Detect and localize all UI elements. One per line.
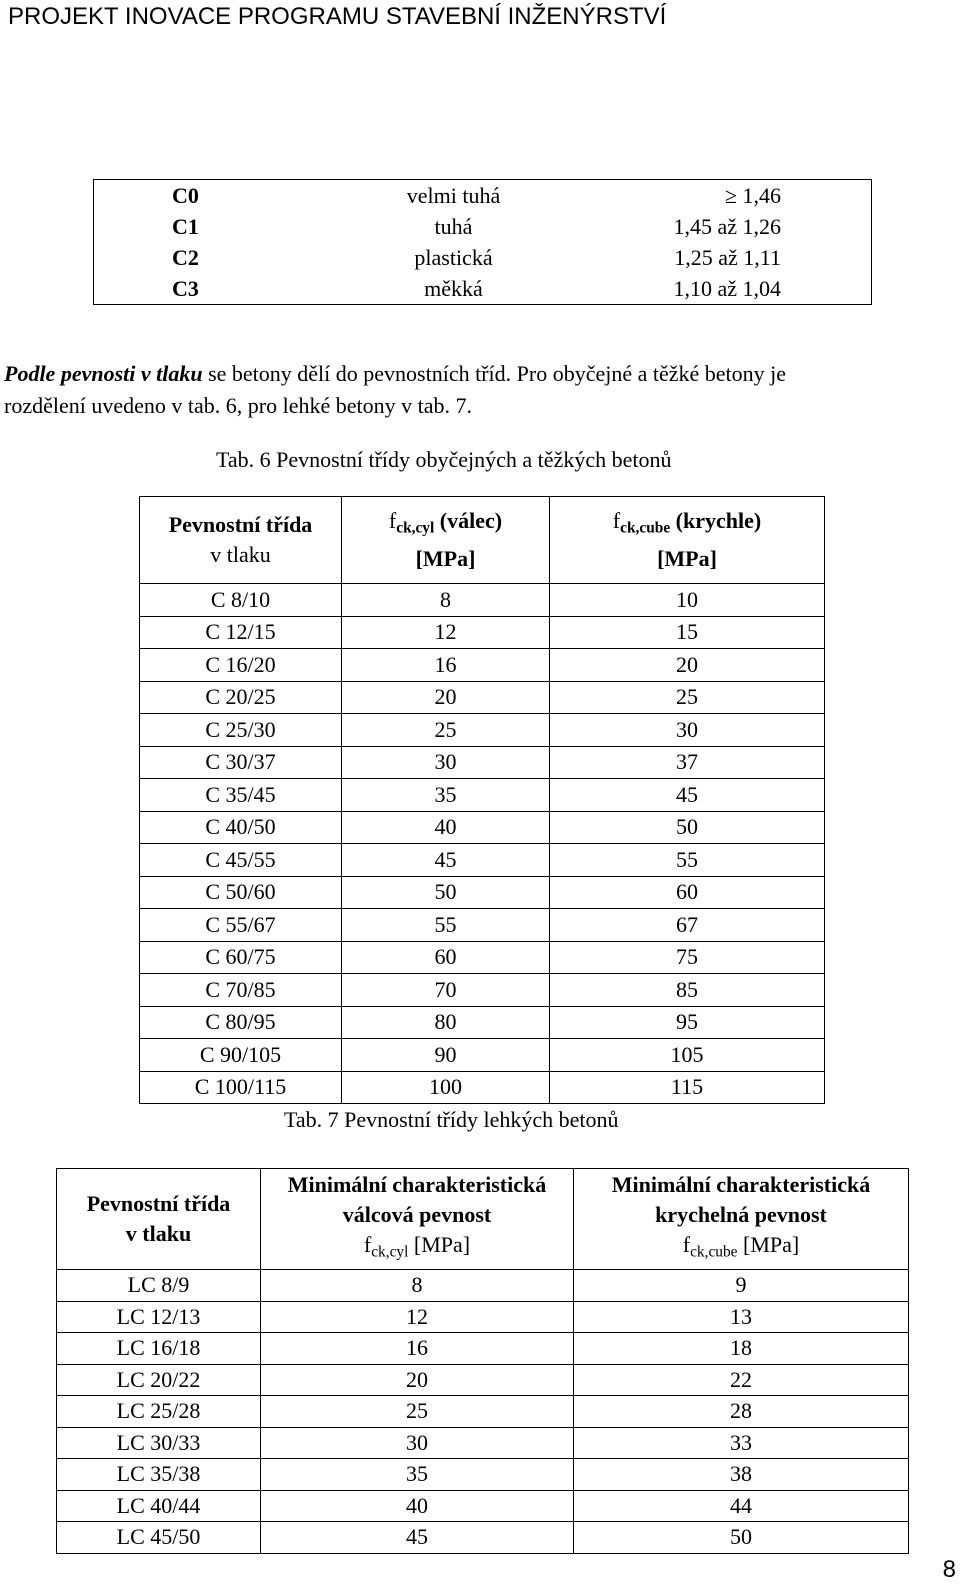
class-cell: C 90/105 <box>140 1039 342 1072</box>
consistency-table <box>93 179 872 305</box>
header-subscript: ck,cube <box>690 1243 738 1261</box>
class-cell: C 30/37 <box>140 746 342 779</box>
consistency-class: C0 <box>172 183 199 208</box>
consistency-class: C1 <box>172 214 199 239</box>
class-cell: C 60/75 <box>140 941 342 974</box>
cyl-value-cell: 100 <box>342 1071 550 1104</box>
class-cell: C 12/15 <box>140 616 342 649</box>
cyl-value-cell: 45 <box>342 844 550 877</box>
cyl-value-cell: 50 <box>342 876 550 909</box>
cube-value-cell: 33 <box>574 1427 909 1459</box>
table6-header-cube <box>550 497 825 584</box>
cube-value-cell: 105 <box>550 1039 825 1072</box>
header-unit: [MPa] <box>657 545 717 571</box>
header-text: Pevnostní třída <box>168 512 313 537</box>
table-row <box>140 1039 825 1072</box>
header-text: v tlaku <box>210 542 271 567</box>
table-row <box>140 1071 825 1104</box>
table-row <box>57 1396 909 1428</box>
consistency-class: C2 <box>172 245 199 270</box>
class-cell: C 25/30 <box>140 714 342 747</box>
table-row <box>140 616 825 649</box>
cube-value-cell: 45 <box>550 779 825 812</box>
class-cell: C 50/60 <box>140 876 342 909</box>
table7-header-cube <box>574 1169 909 1270</box>
class-cell: C 8/10 <box>140 584 342 617</box>
paragraph-emphasis: Podle pevnosti v tlaku <box>4 361 203 386</box>
cube-value-cell: 50 <box>730 1524 752 1550</box>
table-row <box>140 909 825 942</box>
consistency-value: 1,45 až 1,26 <box>673 214 781 239</box>
table-row <box>140 941 825 974</box>
table-row <box>140 876 825 909</box>
table-row <box>57 1333 909 1365</box>
page-header: PROJEKT INOVACE PROGRAMU STAVEBNÍ INŽENÝRSTVÍ <box>8 3 667 30</box>
cube-value-cell: 75 <box>550 941 825 974</box>
table-row <box>57 1364 909 1396</box>
cyl-value-cell: 60 <box>342 941 550 974</box>
table-row <box>94 180 872 212</box>
class-cell: C 45/55 <box>140 844 342 877</box>
cyl-value-cell: 35 <box>342 779 550 812</box>
consistency-name: plastická <box>414 245 493 270</box>
table-row <box>94 211 872 242</box>
header-text: f <box>388 508 397 534</box>
paragraph-line1: se betony dělí do pevnostních tříd. Pro obyčejné a těžké betony je <box>202 361 787 386</box>
table7-header-row <box>57 1169 909 1270</box>
class-cell: C 80/95 <box>140 1006 342 1039</box>
table-row <box>94 273 872 305</box>
consistency-value: 1,25 až 1,11 <box>674 245 781 270</box>
table6-header-class <box>140 497 342 584</box>
cyl-value-cell: 40 <box>342 811 550 844</box>
header-text: Pevnostní třída <box>86 1191 231 1216</box>
cyl-value-cell: 8 <box>342 584 550 617</box>
class-cell: LC 35/38 <box>57 1459 261 1491</box>
table-row <box>140 714 825 747</box>
page-number: 8 <box>942 1556 956 1583</box>
paragraph-line2: rozdělení uvedeno v tab. 6, pro lehké betony v tab. 7. <box>4 393 472 418</box>
table-row <box>57 1270 909 1302</box>
table-row <box>57 1427 909 1459</box>
header-text: Minimální charakteristická <box>611 1172 871 1198</box>
cyl-value-cell: 70 <box>342 974 550 1007</box>
cyl-value-cell: 30 <box>261 1427 574 1459</box>
cyl-value-cell: 55 <box>342 909 550 942</box>
table-row <box>140 584 825 617</box>
cyl-value-cell: 30 <box>342 746 550 779</box>
class-cell: LC 30/33 <box>57 1427 261 1459</box>
table-row <box>140 844 825 877</box>
header-text: f <box>363 1232 372 1258</box>
header-text: f <box>612 508 621 534</box>
class-cell: C 16/20 <box>140 649 342 682</box>
cyl-value-cell: 25 <box>261 1396 574 1428</box>
cube-value-cell: 85 <box>550 974 825 1007</box>
cyl-value-cell: 16 <box>342 649 550 682</box>
header-text: (krychle) <box>670 508 762 534</box>
cube-value-cell: 50 <box>550 811 825 844</box>
table6-strength-classes <box>139 496 825 1104</box>
cyl-value-cell: 40 <box>261 1490 574 1522</box>
table7-header-cyl <box>261 1169 574 1270</box>
class-cell: LC 45/50 <box>57 1522 261 1554</box>
class-cell: C 70/85 <box>140 974 342 1007</box>
table7-header-class <box>57 1169 261 1270</box>
table-row <box>57 1522 909 1554</box>
header-text: Minimální charakteristická <box>287 1172 547 1198</box>
class-cell: LC 25/28 <box>57 1396 261 1428</box>
cyl-value-cell: 8 <box>261 1270 574 1302</box>
table-row <box>140 746 825 779</box>
class-cell: C 55/67 <box>140 909 342 942</box>
cyl-value-cell: 45 <box>261 1522 574 1554</box>
cube-value-cell: 95 <box>550 1006 825 1039</box>
table-row <box>140 649 825 682</box>
header-text: válcová pevnost <box>342 1202 492 1228</box>
table-row <box>140 681 825 714</box>
cyl-value-cell: 20 <box>342 681 550 714</box>
class-cell: C 20/25 <box>140 681 342 714</box>
header-unit: [MPa] <box>415 545 476 571</box>
cyl-value-cell: 12 <box>342 616 550 649</box>
cube-value-cell: 30 <box>550 714 825 747</box>
header-unit: [MPa] <box>737 1232 800 1258</box>
header-text: v tlaku <box>125 1221 192 1246</box>
consistency-name: měkká <box>424 276 483 301</box>
cube-value-cell: 15 <box>550 616 825 649</box>
header-unit: [MPa] <box>408 1232 471 1258</box>
class-cell: LC 40/44 <box>57 1490 261 1522</box>
table6-caption: Tab. 6 Pevnostní třídy obyčejných a těžkých betonů <box>216 447 672 472</box>
consistency-name: velmi tuhá <box>406 183 501 208</box>
consistency-name: tuhá <box>434 214 473 239</box>
class-cell: LC 8/9 <box>57 1270 261 1302</box>
class-cell: LC 20/22 <box>57 1364 261 1396</box>
table6-header-cyl <box>342 497 550 584</box>
table-row <box>140 974 825 1007</box>
table6-header-row <box>140 497 825 584</box>
class-cell: LC 12/13 <box>57 1301 261 1333</box>
consistency-value: 1,10 až 1,04 <box>673 276 781 301</box>
header-subscript: ck,cube <box>620 519 671 537</box>
cyl-value-cell: 90 <box>342 1039 550 1072</box>
cube-value-cell: 13 <box>574 1301 909 1333</box>
cube-value-cell: 10 <box>550 584 825 617</box>
cyl-value-cell: 12 <box>261 1301 574 1333</box>
cyl-value-cell: 25 <box>342 714 550 747</box>
class-cell: C 35/45 <box>140 779 342 812</box>
cyl-value-cell: 35 <box>261 1459 574 1491</box>
cube-value-cell: 28 <box>574 1396 909 1428</box>
header-text: (válec) <box>434 508 503 534</box>
cube-value-cell: 44 <box>574 1490 909 1522</box>
table7-lightweight-classes <box>56 1168 909 1554</box>
table-row <box>57 1459 909 1491</box>
cube-value-cell: 55 <box>550 844 825 877</box>
table-row <box>140 811 825 844</box>
cube-value-cell: 18 <box>574 1333 909 1365</box>
header-subscript: ck,cyl <box>396 519 435 537</box>
cube-value-cell: 60 <box>550 876 825 909</box>
strength-paragraph <box>4 358 956 422</box>
cube-value-cell: 9 <box>574 1270 909 1302</box>
cyl-value-cell: 80 <box>342 1006 550 1039</box>
header-text: f <box>682 1232 691 1258</box>
consistency-value: ≥ 1,46 <box>724 183 781 208</box>
cube-value-cell: 37 <box>550 746 825 779</box>
table-row <box>140 1006 825 1039</box>
cube-value-cell: 67 <box>550 909 825 942</box>
cyl-value-cell: 16 <box>261 1333 574 1365</box>
cube-value-cell: 22 <box>574 1364 909 1396</box>
table-row <box>94 242 872 273</box>
class-cell: C 40/50 <box>140 811 342 844</box>
table7-caption: Tab. 7 Pevnostní třídy lehkých betonů <box>284 1107 619 1132</box>
cube-value-cell: 38 <box>574 1459 909 1491</box>
table-row <box>140 779 825 812</box>
table-row <box>57 1301 909 1333</box>
cube-value-cell: 20 <box>550 649 825 682</box>
cyl-value-cell: 20 <box>261 1364 574 1396</box>
class-cell: LC 16/18 <box>57 1333 261 1365</box>
header-subscript: ck,cyl <box>371 1243 409 1261</box>
cube-value-cell: 115 <box>670 1074 704 1100</box>
consistency-class: C3 <box>172 276 199 301</box>
cube-value-cell: 25 <box>550 681 825 714</box>
header-text: krychelná pevnost <box>655 1202 827 1228</box>
class-cell: C 100/115 <box>140 1071 342 1104</box>
table-row <box>57 1490 909 1522</box>
